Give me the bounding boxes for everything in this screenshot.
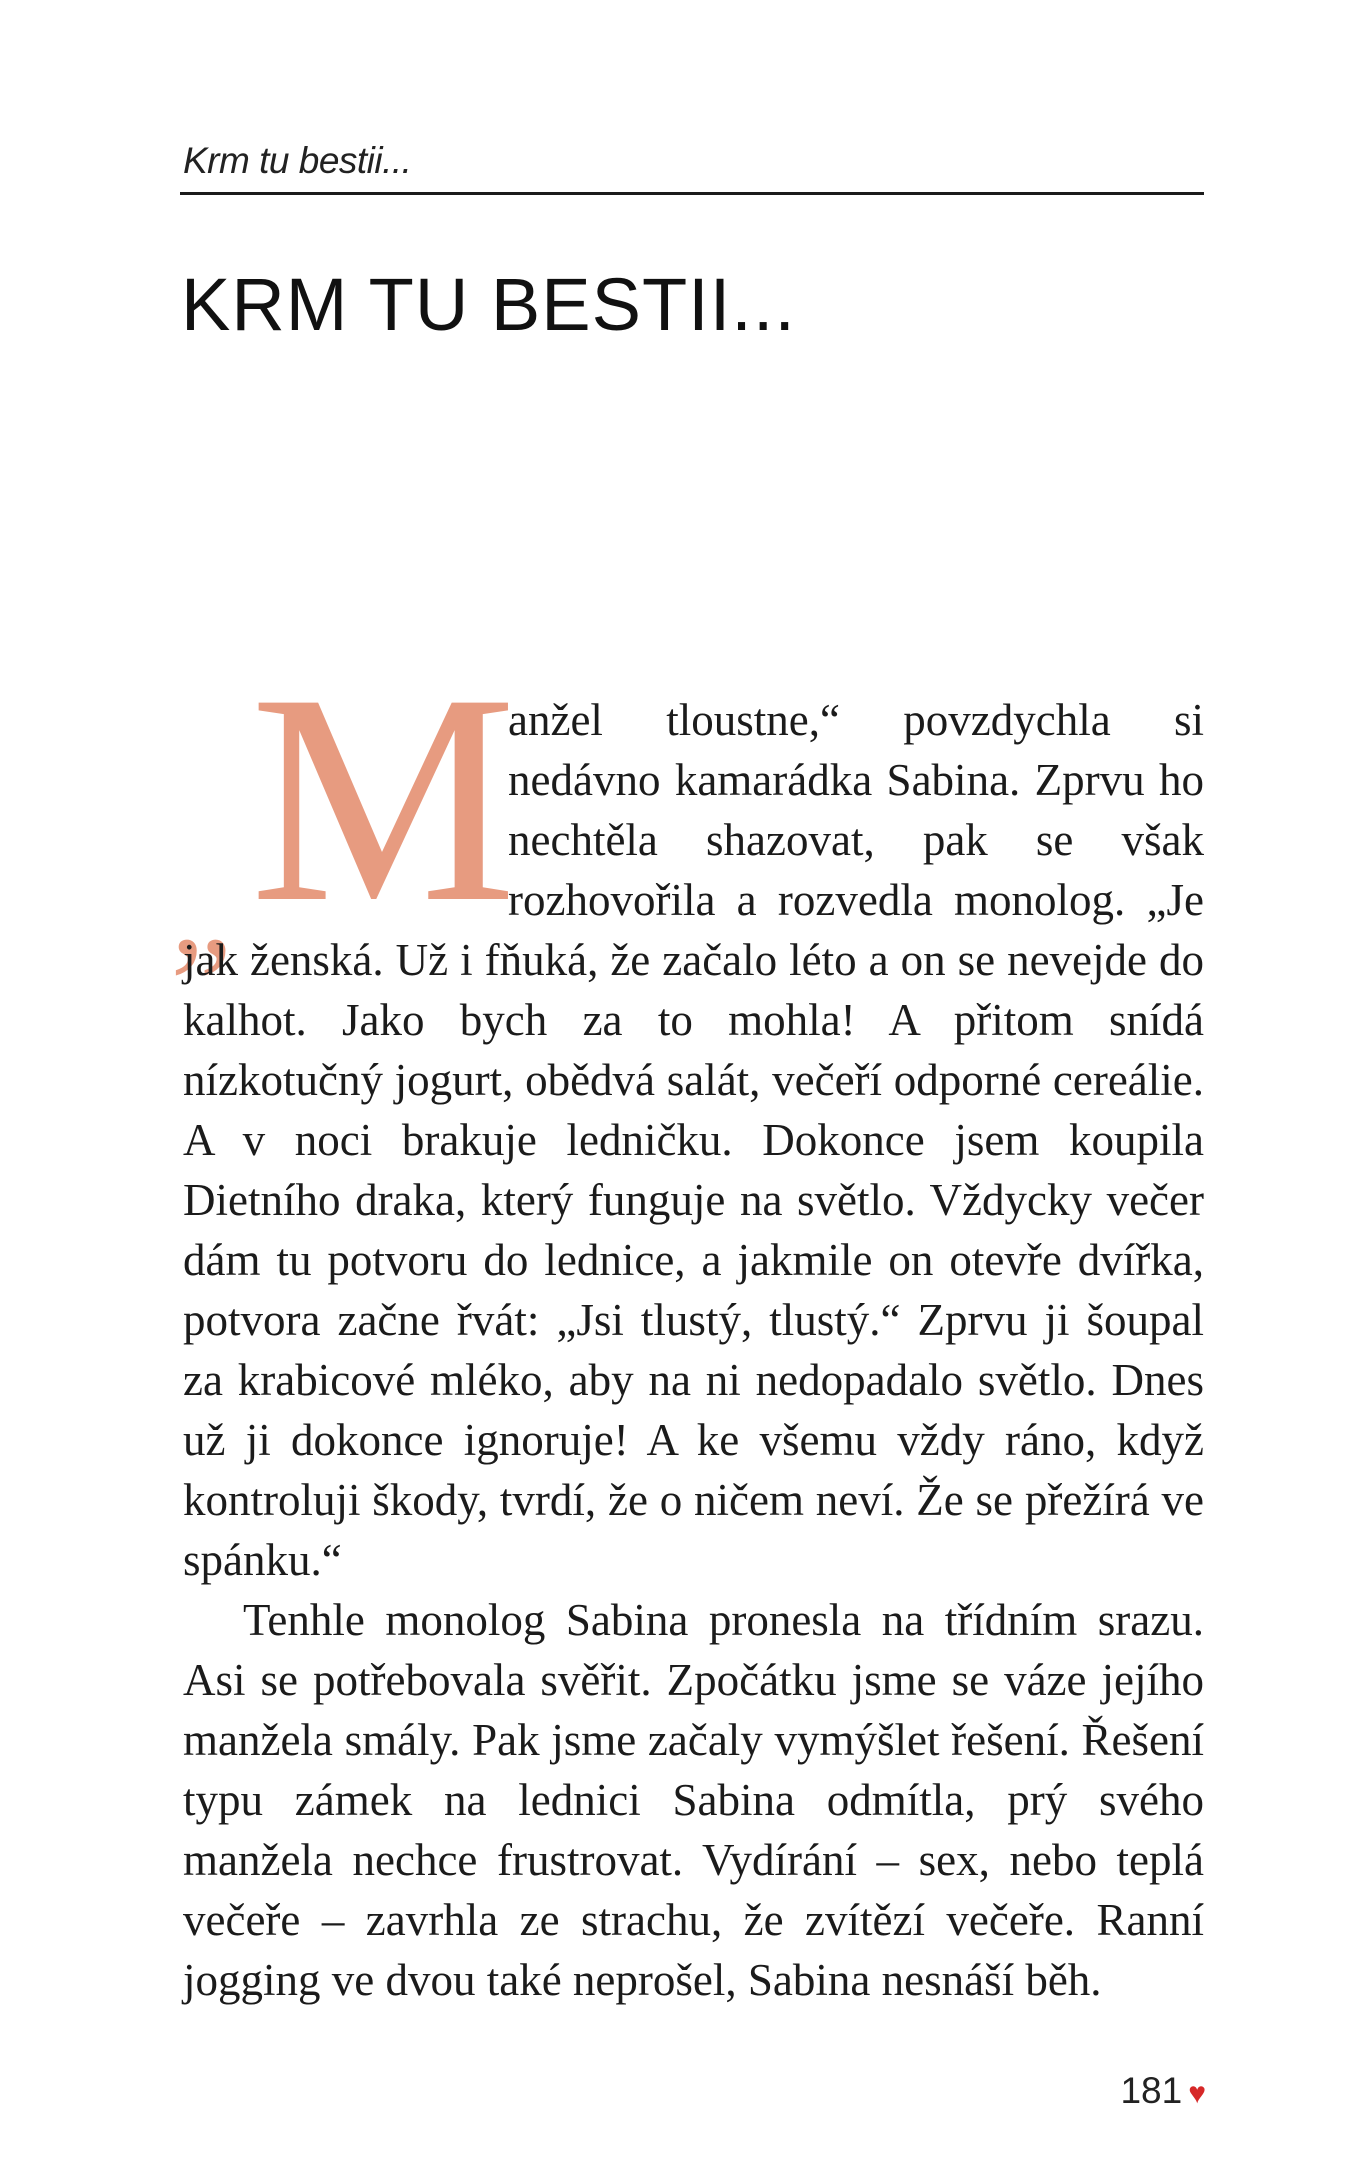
header-rule [180, 192, 1204, 195]
paragraph-1: anžel tloustne,“ povzdychla si nedávno kamarádka Sabina. Zprvu ho nechtěla shazovat, pak se však rozhovořila a rozvedla monolog. „Je jak ženská. Už i fňuká, že začalo léto a on se nevejde do kalhot. Jako bych za to mohla! A přitom snídá nízkotučný jogurt, obědvá salát, večeří odporné cereálie. A v noci brakuje ledničku. Dokonce jsem koupila Dietního draka, který funguje na světlo. Vždycky večer dám tu potvoru do lednice, a jakmile on otevře dvířka, potvora začne řvát: „Jsi tlustý, tlustý.“ Zprvu ji šoupal za krabicové mléko, aby na ni nedopadalo světlo. Dnes už ji dokonce ignoruje! A ke všemu vždy ráno, když kontroluji škody, tvrdí, že o ničem neví. Že se přežírá ve spánku.“ [183, 695, 1204, 1585]
dropcap-letter: M [250, 632, 517, 964]
page-footer [1120, 2070, 1206, 2112]
heart-icon: ♥ [1188, 2077, 1206, 2110]
chapter-title: KRM TU BESTII... [181, 263, 796, 346]
page-number: 181 [1120, 2070, 1183, 2111]
body-text [183, 690, 1204, 2010]
dropcap-opening-quote: „ [170, 830, 233, 985]
paragraph-2: Tenhle monolog Sabina pronesla na třídním srazu. Asi se potřebovala svěřit. Zpočátku jsme se váze jejího manžela smály. Pak jsme začaly vymýšlet řešení. Řešení typu zámek na lednici Sabina odmítla, prý svého manžela nechce frustrovat. Vydírání – sex, nebo teplá večeře – zavrhla ze strachu, že zvítězí večeře. Ranní jogging ve dvou také neprošel, Sabina nesnáší běh. [183, 1595, 1204, 2005]
running-head: Krm tu bestii... [183, 140, 412, 181]
